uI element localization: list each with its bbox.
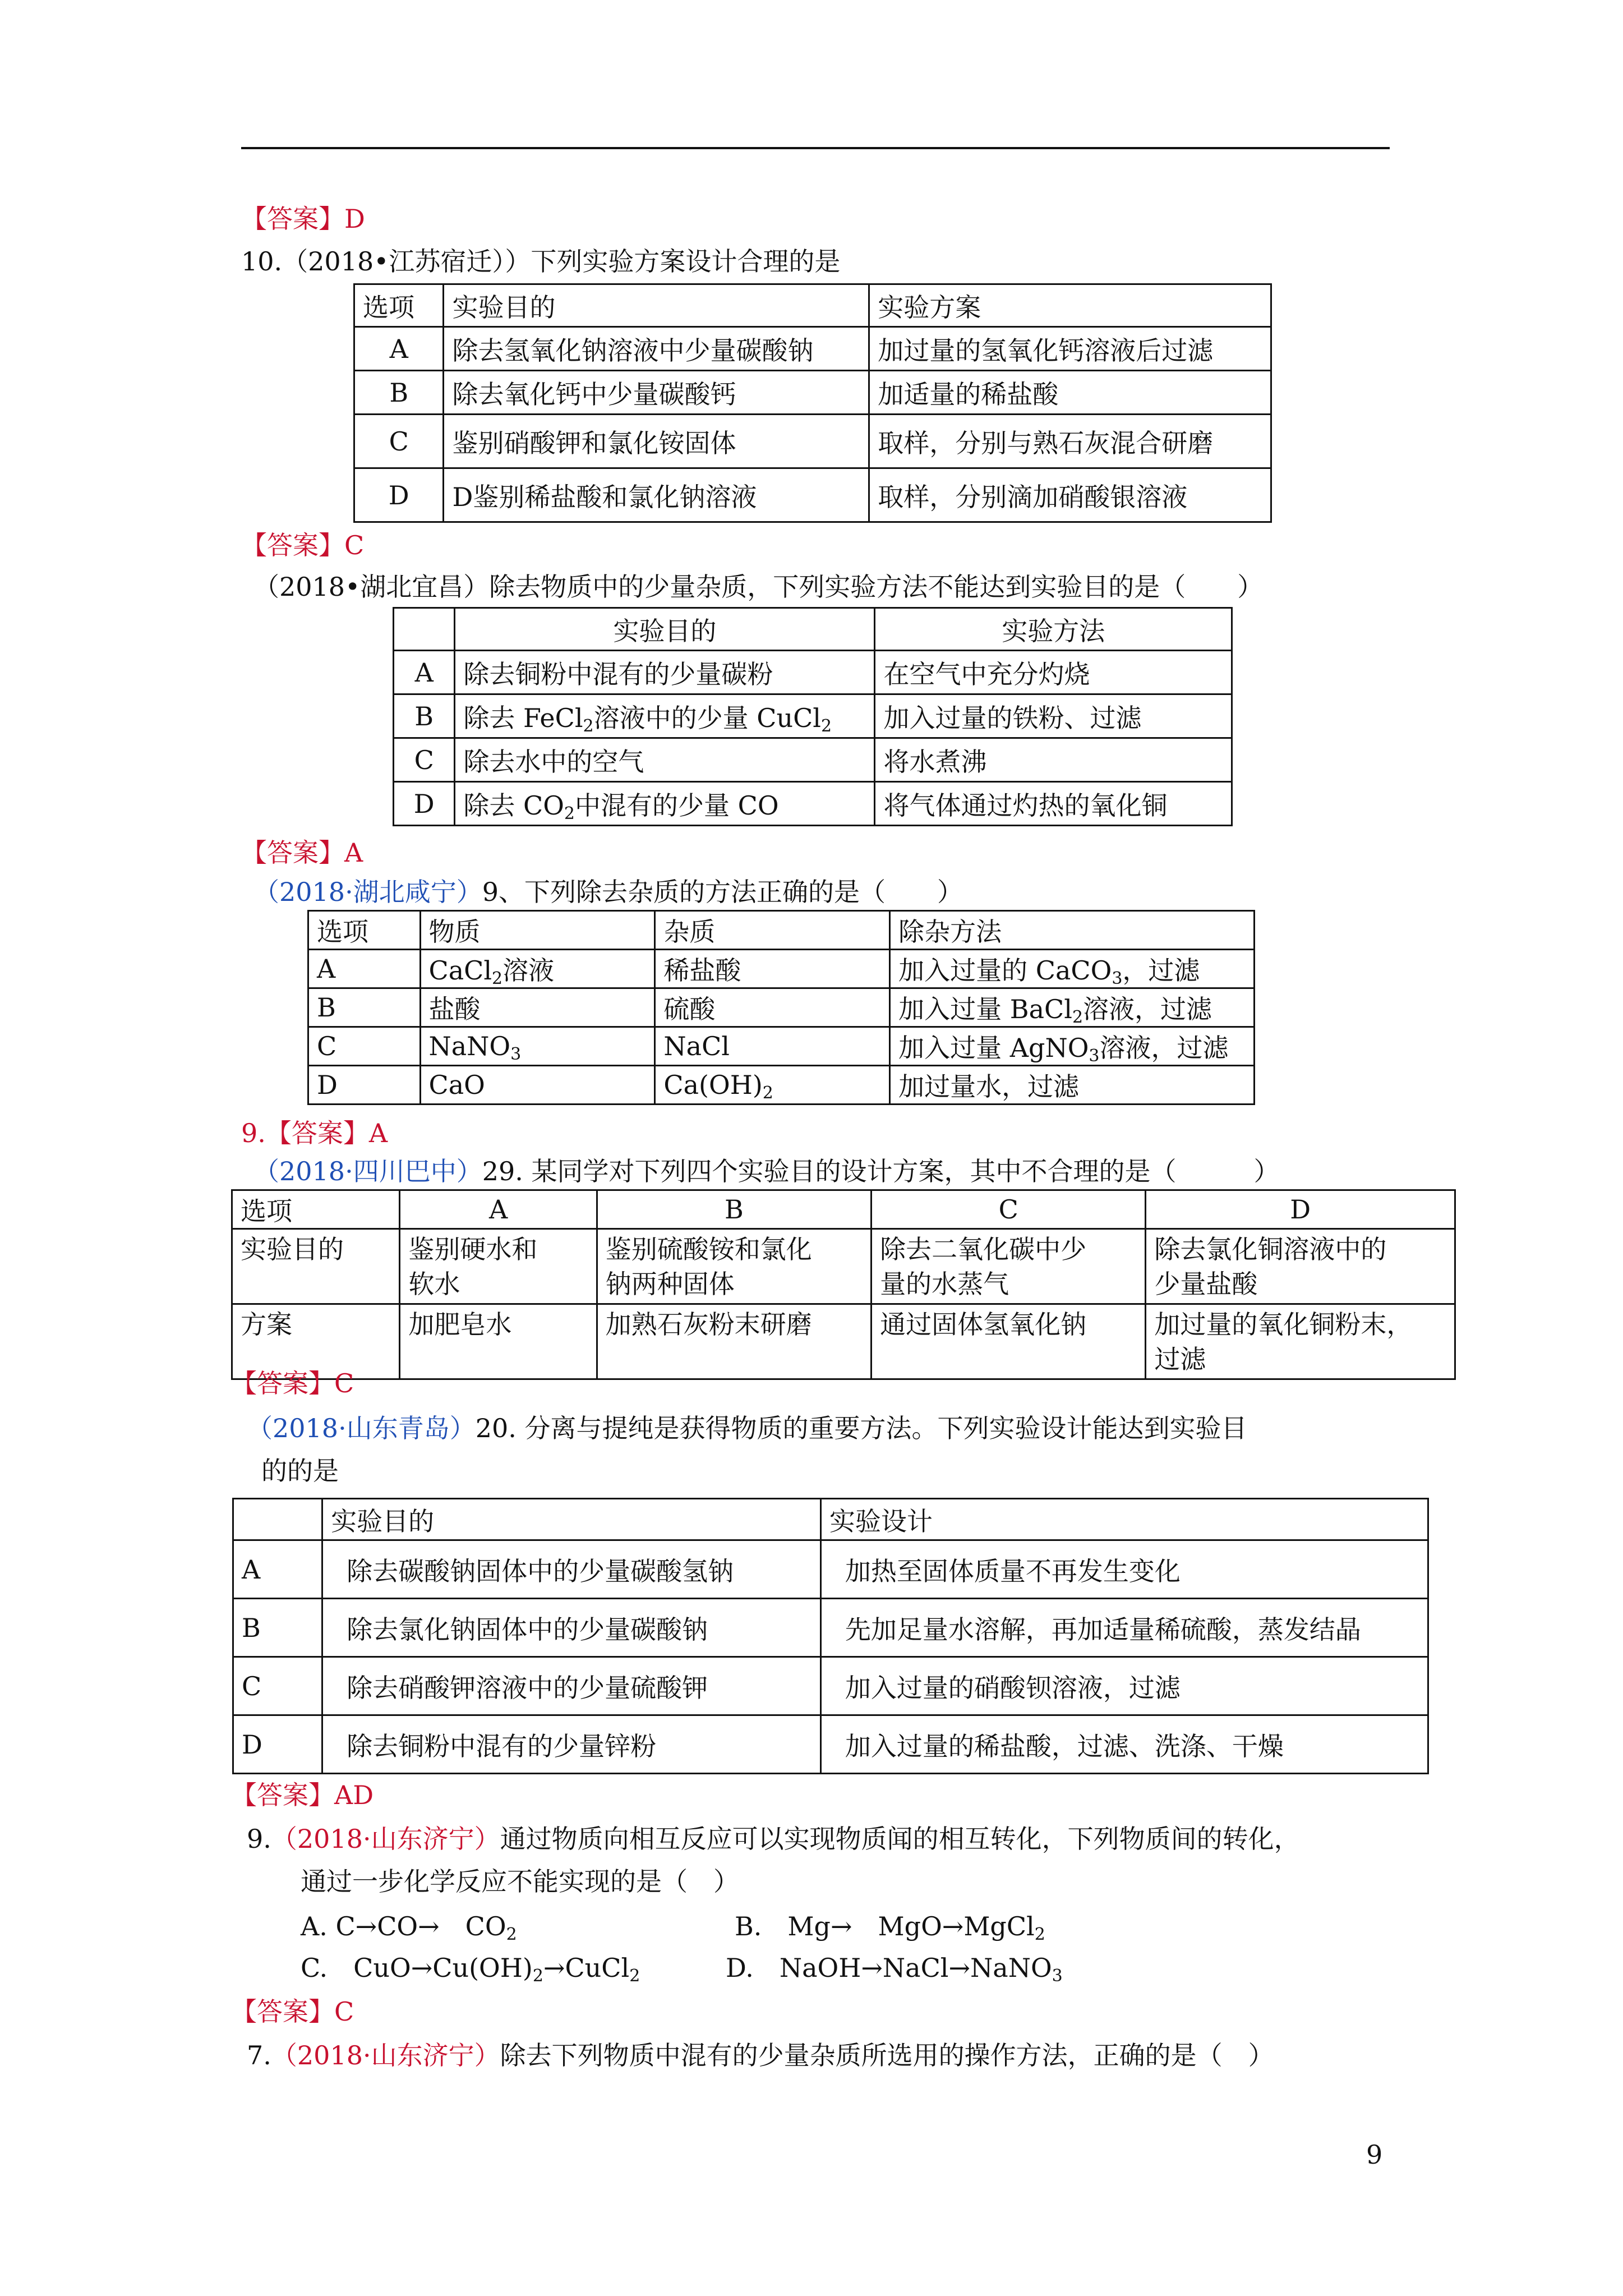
text-line: 过滤 bbox=[1154, 1344, 1206, 1374]
table-row bbox=[233, 1599, 1428, 1657]
goal-cell: 除去氧化钙中少量碳酸钙 bbox=[444, 371, 869, 415]
subscript: 3 bbox=[1112, 969, 1123, 988]
option-header-cell: C bbox=[872, 1190, 1146, 1229]
question-source: （2018•江苏宿迁）） bbox=[282, 246, 531, 277]
header-cell: 选项 bbox=[354, 284, 444, 327]
answer-line bbox=[241, 528, 364, 562]
option-cell: A bbox=[233, 1540, 322, 1599]
answer-prefix: 9. bbox=[241, 1118, 266, 1148]
table-row bbox=[308, 1066, 1255, 1105]
option-cell: B bbox=[394, 694, 455, 738]
impurity-cell: NaCl bbox=[655, 1027, 890, 1066]
text: A. C→CO→ CO bbox=[301, 1911, 506, 1941]
question-qingdao bbox=[247, 1411, 1247, 1445]
answer-line bbox=[231, 1778, 374, 1812]
substance-cell bbox=[420, 1027, 655, 1066]
answer-value: C bbox=[334, 1996, 354, 2027]
answer-label: 【答案】 bbox=[231, 1368, 334, 1398]
plan-cell bbox=[597, 1304, 871, 1379]
text: D. NaOH→NaCl→NaNO bbox=[726, 1953, 1052, 1983]
question-bazhong bbox=[253, 1154, 1279, 1188]
plan-cell: 取样，分别滴加硝酸银溶液 bbox=[869, 468, 1271, 522]
header-cell bbox=[233, 1499, 322, 1540]
option-cell: A bbox=[308, 950, 421, 988]
answer-label: 【答案】 bbox=[241, 530, 344, 560]
table-row bbox=[394, 738, 1232, 782]
option-cell: B bbox=[233, 1599, 322, 1657]
question-stem: 除去下列物质中混有的少量杂质所选用的操作方法，正确的是（ ） bbox=[500, 2040, 1274, 2070]
goal-cell: 除去硝酸钾溶液中的少量硫酸钾 bbox=[322, 1657, 821, 1715]
option-cell: A bbox=[394, 651, 455, 694]
subscript: 2 bbox=[583, 716, 594, 736]
design-cell: 加入过量的硝酸钡溶液，过滤 bbox=[820, 1657, 1428, 1715]
text: →CuCl bbox=[543, 1953, 630, 1983]
option-cell: D bbox=[233, 1715, 322, 1774]
answer-label: 【答案】 bbox=[231, 1996, 334, 2027]
question-stem: 9、下列除去杂质的方法正确的是（ ） bbox=[482, 877, 963, 907]
header-cell: 除杂方法 bbox=[890, 911, 1255, 950]
goal-cell bbox=[1146, 1229, 1455, 1304]
plan-cell bbox=[872, 1304, 1146, 1379]
option-header-cell: D bbox=[1146, 1190, 1455, 1229]
plan-cell bbox=[400, 1304, 597, 1379]
text-line: 鉴别硬水和 bbox=[408, 1234, 538, 1264]
question-stem: 通过物质向相互反应可以实现物质闻的相互转化，下列物质间的转化， bbox=[500, 1824, 1300, 1854]
subscript: 2 bbox=[506, 1925, 517, 1944]
option-cell: C bbox=[308, 1027, 421, 1066]
choice-d bbox=[726, 1951, 1063, 1985]
text: 加入过量 AgNO bbox=[898, 1033, 1089, 1063]
text-line: 加过量的氧化铜粉末， bbox=[1154, 1309, 1413, 1340]
goal-cell bbox=[597, 1229, 871, 1304]
answer-value: C bbox=[334, 1368, 354, 1398]
answer-line bbox=[231, 1366, 354, 1400]
question-jining-9 bbox=[247, 1822, 1300, 1856]
option-header-cell: B bbox=[597, 1190, 871, 1229]
header-cell: 实验方法 bbox=[875, 608, 1232, 651]
method-cell bbox=[890, 988, 1255, 1027]
option-cell: C bbox=[394, 738, 455, 782]
subscript: 2 bbox=[1034, 1925, 1045, 1944]
table-row bbox=[308, 1027, 1255, 1066]
q1-table bbox=[353, 283, 1272, 523]
table-row bbox=[354, 415, 1271, 468]
table-row bbox=[394, 651, 1232, 694]
subscript: 2 bbox=[820, 716, 832, 736]
option-cell: D bbox=[354, 468, 444, 522]
header-cell: 物质 bbox=[420, 911, 655, 950]
text: ，过滤 bbox=[1122, 955, 1200, 986]
question-yichang bbox=[253, 570, 1263, 604]
question-10 bbox=[241, 245, 840, 278]
header-cell: 选项 bbox=[308, 911, 421, 950]
goal-cell: D鉴别稀盐酸和氯化钠溶液 bbox=[444, 468, 869, 522]
goal-cell bbox=[400, 1229, 597, 1304]
table-row bbox=[354, 468, 1271, 522]
option-cell: D bbox=[394, 782, 455, 826]
question-stem: 20. 分离与提纯是获得物质的重要方法。下列实验设计能达到实验目 bbox=[475, 1413, 1247, 1443]
choice-c bbox=[301, 1951, 640, 1985]
question-xianning bbox=[253, 875, 963, 909]
text: C. CuO→Cu(OH) bbox=[301, 1953, 533, 1983]
header-cell: 杂质 bbox=[655, 911, 890, 950]
text: Ca(OH) bbox=[663, 1070, 763, 1100]
table-row bbox=[232, 1229, 1455, 1304]
goal-cell bbox=[872, 1229, 1146, 1304]
goal-cell: 鉴别硝酸钾和氯化铵固体 bbox=[444, 415, 869, 468]
plan-cell: 加过量的氢氧化钙溶液后过滤 bbox=[869, 327, 1271, 371]
question-source: （2018·山东济宁） bbox=[271, 1824, 500, 1854]
text: 溶液，过滤 bbox=[1099, 1033, 1229, 1063]
table-header-row bbox=[232, 1190, 1455, 1229]
header-cell: 实验方案 bbox=[869, 284, 1271, 327]
method-cell bbox=[890, 950, 1255, 988]
text-line: 量的水蒸气 bbox=[880, 1269, 1009, 1299]
method-cell: 在空气中充分灼烧 bbox=[875, 651, 1232, 694]
table-row bbox=[394, 782, 1232, 826]
answer-label: 【答案】 bbox=[231, 1780, 334, 1810]
plan-cell: 加适量的稀盐酸 bbox=[869, 371, 1271, 415]
text: 除去 FeCl bbox=[463, 702, 583, 733]
method-cell: 将水煮沸 bbox=[875, 738, 1232, 782]
option-cell: D bbox=[308, 1066, 421, 1105]
goal-cell: 除去氢氧化钠溶液中少量碳酸钠 bbox=[444, 327, 869, 371]
text: 加入过量的 CaCO bbox=[898, 955, 1112, 986]
impurity-cell: 稀盐酸 bbox=[655, 950, 890, 988]
answer-value: A bbox=[344, 838, 363, 868]
option-cell: C bbox=[354, 415, 444, 468]
text-line: 加熟石灰粉末研磨 bbox=[605, 1309, 812, 1340]
header-cell: 实验目的 bbox=[444, 284, 869, 327]
answer-label: 【答案】 bbox=[241, 204, 344, 234]
question-source: （2018·山东济宁） bbox=[271, 2040, 500, 2070]
text: 溶液中的少量 CuCl bbox=[593, 702, 821, 733]
table-row bbox=[394, 694, 1232, 738]
text-line: 鉴别硫酸铵和氯化 bbox=[605, 1234, 812, 1264]
design-cell: 加入过量的稀盐酸，过滤、洗涤、干燥 bbox=[820, 1715, 1428, 1774]
text: 加入过量 BaCl bbox=[898, 994, 1072, 1024]
table-row bbox=[354, 327, 1271, 371]
header-cell bbox=[394, 608, 455, 651]
goal-cell: 除去氯化钠固体中的少量碳酸钠 bbox=[322, 1599, 821, 1657]
table-row bbox=[232, 1304, 1455, 1379]
subscript: 2 bbox=[532, 1966, 543, 1986]
goal-cell bbox=[455, 694, 875, 738]
text: NaNO bbox=[428, 1031, 511, 1061]
text-line: 软水 bbox=[408, 1269, 460, 1299]
answer-prev bbox=[241, 202, 365, 236]
question-stem-continued: 的的是 bbox=[261, 1456, 339, 1486]
answer-value: D bbox=[344, 204, 365, 234]
question-number: 7. bbox=[247, 2040, 271, 2070]
text: B. Mg→ MgO→MgCl bbox=[735, 1911, 1035, 1941]
question-stem-continued: 通过一步化学反应不能实现的是（ ） bbox=[301, 1866, 739, 1897]
substance-cell bbox=[420, 950, 655, 988]
plan-cell bbox=[1146, 1304, 1455, 1379]
option-cell: B bbox=[354, 371, 444, 415]
impurity-cell bbox=[655, 1066, 890, 1105]
text-line: 加肥皂水 bbox=[408, 1309, 512, 1340]
option-cell: A bbox=[354, 327, 444, 371]
subscript: 3 bbox=[510, 1045, 522, 1064]
subscript: 2 bbox=[629, 1966, 640, 1986]
goal-cell: 除去铜粉中混有的少量碳粉 bbox=[455, 651, 875, 694]
question-source: （2018•湖北宜昌） bbox=[253, 572, 490, 602]
row-label-cell: 实验目的 bbox=[232, 1229, 400, 1304]
substance-cell: CaO bbox=[420, 1066, 655, 1105]
answer-line bbox=[231, 1995, 354, 2028]
question-number: 9. bbox=[247, 1824, 271, 1854]
goal-cell: 除去铜粉中混有的少量锌粉 bbox=[322, 1715, 821, 1774]
option-cell: B bbox=[308, 988, 421, 1027]
text-line: 除去氯化铜溶液中的 bbox=[1154, 1234, 1387, 1264]
text-line: 通过固体氢氧化钠 bbox=[880, 1309, 1087, 1340]
goal-cell: 除去水中的空气 bbox=[455, 738, 875, 782]
header-cell: 实验目的 bbox=[322, 1499, 821, 1540]
table-row bbox=[233, 1715, 1428, 1774]
text-line: 钠两种固体 bbox=[605, 1269, 735, 1299]
question-source: （2018·四川巴中） bbox=[253, 1156, 482, 1186]
table-row bbox=[308, 988, 1255, 1027]
answer-line bbox=[241, 1116, 388, 1150]
question-stem: 29. 某同学对下列四个实验目的设计方案，其中不合理的是（ ） bbox=[482, 1156, 1280, 1186]
table-header-row bbox=[394, 608, 1232, 651]
answer-line bbox=[241, 836, 363, 869]
answer-label: 【答案】 bbox=[241, 838, 344, 868]
subscript: 2 bbox=[762, 1083, 773, 1103]
question-stem: 除去物质中的少量杂质，下列实验方法不能达到实验目的是（ ） bbox=[489, 572, 1264, 602]
question-jining-7 bbox=[247, 2039, 1274, 2072]
subscript: 3 bbox=[1052, 1966, 1063, 1986]
answer-value: AD bbox=[334, 1780, 374, 1810]
header-rule bbox=[241, 147, 1390, 149]
question-stem: 下列实验方案设计合理的是 bbox=[531, 246, 841, 277]
impurity-cell: 硫酸 bbox=[655, 988, 890, 1027]
choice-b bbox=[735, 1910, 1045, 1943]
text-line: 少量盐酸 bbox=[1154, 1269, 1258, 1299]
header-cell: 实验设计 bbox=[820, 1499, 1428, 1540]
table-row bbox=[354, 371, 1271, 415]
table-row bbox=[233, 1657, 1428, 1715]
text: 溶液 bbox=[502, 955, 555, 986]
q4-table bbox=[231, 1189, 1456, 1380]
q3-table bbox=[307, 910, 1255, 1105]
method-cell: 加入过量的铁粉、过滤 bbox=[875, 694, 1232, 738]
method-cell: 将气体通过灼热的氧化铜 bbox=[875, 782, 1232, 826]
header-cell: 实验目的 bbox=[455, 608, 875, 651]
method-cell: 加过量水，过滤 bbox=[890, 1066, 1255, 1105]
row-label-cell: 方案 bbox=[232, 1304, 400, 1379]
table-row bbox=[308, 950, 1255, 988]
text: 除去 CO bbox=[463, 790, 564, 821]
table-header-row bbox=[308, 911, 1255, 950]
subscript: 2 bbox=[492, 969, 503, 988]
table-header-row bbox=[233, 1499, 1428, 1540]
table-row bbox=[233, 1540, 1428, 1599]
method-cell bbox=[890, 1027, 1255, 1066]
choice-a bbox=[301, 1910, 517, 1943]
design-cell: 先加足量水溶解，再加适量稀硫酸，蒸发结晶 bbox=[820, 1599, 1428, 1657]
answer-label: 【答案】 bbox=[265, 1118, 369, 1148]
page-number: 9 bbox=[1366, 2139, 1383, 2170]
goal-cell: 除去碳酸钠固体中的少量碳酸氢钠 bbox=[322, 1540, 821, 1599]
plan-cell: 取样，分别与熟石灰混合研磨 bbox=[869, 415, 1271, 468]
q5-table bbox=[232, 1498, 1429, 1774]
goal-cell bbox=[455, 782, 875, 826]
subscript: 2 bbox=[1072, 1007, 1083, 1027]
question-source: （2018·山东青岛） bbox=[247, 1413, 476, 1443]
question-source: （2018·湖北咸宁） bbox=[253, 877, 482, 907]
text-line: 除去二氧化碳中少 bbox=[880, 1234, 1087, 1264]
q2-table bbox=[393, 607, 1233, 826]
text: 溶液，过滤 bbox=[1083, 994, 1212, 1024]
text: 中混有的少量 CO bbox=[575, 790, 779, 821]
option-cell: C bbox=[233, 1657, 322, 1715]
table-header-row bbox=[354, 284, 1271, 327]
subscript: 3 bbox=[1089, 1046, 1100, 1066]
option-header-cell: A bbox=[400, 1190, 597, 1229]
text: CaCl bbox=[428, 955, 492, 986]
question-number: 10. bbox=[241, 246, 283, 277]
answer-value: A bbox=[368, 1118, 388, 1148]
row-label-cell: 选项 bbox=[232, 1190, 400, 1229]
subscript: 2 bbox=[564, 803, 575, 823]
answer-value: C bbox=[344, 530, 365, 560]
substance-cell: 盐酸 bbox=[420, 988, 655, 1027]
design-cell: 加热至固体质量不再发生变化 bbox=[820, 1540, 1428, 1599]
